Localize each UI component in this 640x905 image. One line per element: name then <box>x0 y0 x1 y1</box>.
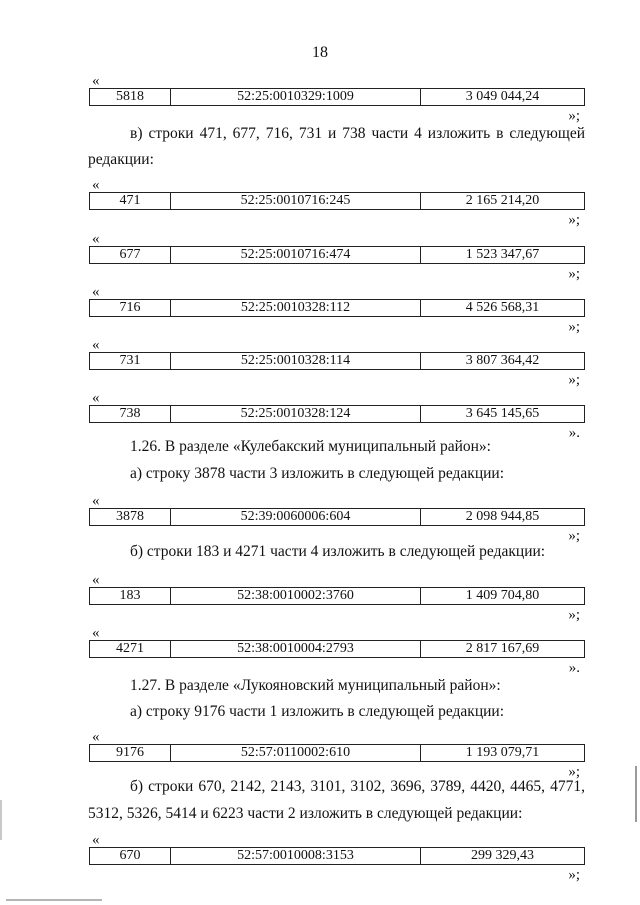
page-number: 18 <box>312 44 328 61</box>
row-number: 4271 <box>90 641 171 657</box>
table-row <box>89 246 585 264</box>
row-number: 731 <box>90 353 171 369</box>
cadastral-value: 3 645 145,65 <box>465 406 540 421</box>
cadastral-number: 52:38:0010002:3760 <box>171 588 421 604</box>
cadastral-number: 52:57:0010008:3153 <box>171 848 421 864</box>
row-number: 670 <box>90 848 171 864</box>
cadastral-value: 2 817 167,69 <box>465 641 540 656</box>
cadastral-value: 2 165 214,20 <box>465 193 540 208</box>
opening-quote: « <box>92 284 100 300</box>
cadastral-number: 52:38:0010004:2793 <box>171 641 421 657</box>
row-number: 677 <box>90 247 171 263</box>
row-number: 9176 <box>90 745 171 761</box>
opening-quote: « <box>92 231 100 247</box>
closing-quote: »; <box>568 528 580 544</box>
row-number: 738 <box>90 406 171 422</box>
opening-quote: « <box>92 73 100 89</box>
paragraph-v-line1: в) строки 471, 677, 716, 731 и 738 части 4 изложить в следующей <box>130 125 585 142</box>
closing-quote: »; <box>568 764 580 780</box>
closing-quote: ». <box>568 425 580 441</box>
table-row <box>89 88 585 106</box>
closing-quote: »; <box>568 108 580 124</box>
closing-quote: ». <box>568 660 580 676</box>
cadastral-value: 1 523 347,67 <box>465 247 540 262</box>
opening-quote: « <box>92 625 100 641</box>
row-number: 183 <box>90 588 171 604</box>
closing-quote: »; <box>568 266 580 282</box>
table-row <box>89 587 585 605</box>
closing-quote: »; <box>568 372 580 388</box>
scan-margin-mark <box>635 766 637 822</box>
paragraph-127-a: а) строку 9176 части 1 изложить в следующей редакции: <box>130 703 505 720</box>
closing-quote: »; <box>568 867 580 883</box>
cadastral-value: 3 049 044,24 <box>465 89 540 104</box>
table-row <box>89 640 585 658</box>
cadastral-value: 299 329,43 <box>471 848 534 863</box>
cadastral-number: 52:57:0110002:610 <box>171 745 421 761</box>
row-number: 716 <box>90 300 171 316</box>
table-row <box>89 192 585 210</box>
paragraph-v-line2: редакции: <box>88 151 154 168</box>
opening-quote: « <box>92 177 100 193</box>
table-row <box>89 352 585 370</box>
paragraph-127-b-line2: 5312, 5326, 5414 и 6223 части 2 изложить в следующей редакции: <box>88 805 523 822</box>
paragraph-126-a: а) строку 3878 части 3 изложить в следующей редакции: <box>130 465 505 482</box>
scan-left-mark <box>0 800 2 840</box>
scan-bottom-mark <box>6 899 102 901</box>
opening-quote: « <box>92 337 100 353</box>
cadastral-number: 52:25:0010716:474 <box>171 247 421 263</box>
paragraph-126-b: б) строки 183 и 4271 части 4 изложить в следующей редакции: <box>130 543 546 560</box>
section-1-27-heading: 1.27. В разделе «Лукояновский муниципальный район»: <box>130 677 501 694</box>
cadastral-value: 2 098 944,85 <box>465 509 540 524</box>
closing-quote: »; <box>568 607 580 623</box>
opening-quote: « <box>92 572 100 588</box>
opening-quote: « <box>92 390 100 406</box>
closing-quote: »; <box>568 212 580 228</box>
opening-quote: « <box>92 729 100 745</box>
cadastral-number: 52:25:0010716:245 <box>171 193 421 209</box>
table-row <box>89 744 585 762</box>
cadastral-value: 3 807 364,42 <box>465 353 540 368</box>
cadastral-number: 52:39:0060006:604 <box>171 509 421 525</box>
table-row <box>89 847 585 865</box>
closing-quote: »; <box>568 319 580 335</box>
cadastral-value: 1 409 704,80 <box>465 588 540 603</box>
table-row <box>89 299 585 317</box>
opening-quote: « <box>92 832 100 848</box>
section-1-26-heading: 1.26. В разделе «Кулебакский муниципальный район»: <box>130 438 491 455</box>
cadastral-number: 52:25:0010329:1009 <box>171 89 421 105</box>
row-number: 3878 <box>90 509 171 525</box>
cadastral-number: 52:25:0010328:124 <box>171 406 421 422</box>
cadastral-number: 52:25:0010328:114 <box>171 353 421 369</box>
row-number: 471 <box>90 193 171 209</box>
paragraph-127-b-line1: б) строки 670, 2142, 2143, 3101, 3102, 3696, 3789, 4420, 4465, 4771, <box>130 778 585 795</box>
table-row <box>89 508 585 526</box>
cadastral-value: 4 526 568,31 <box>465 300 540 315</box>
cadastral-number: 52:25:0010328:112 <box>171 300 421 316</box>
row-number: 5818 <box>90 89 171 105</box>
cadastral-value: 1 193 079,71 <box>465 745 540 760</box>
table-row <box>89 405 585 423</box>
opening-quote: « <box>92 493 100 509</box>
